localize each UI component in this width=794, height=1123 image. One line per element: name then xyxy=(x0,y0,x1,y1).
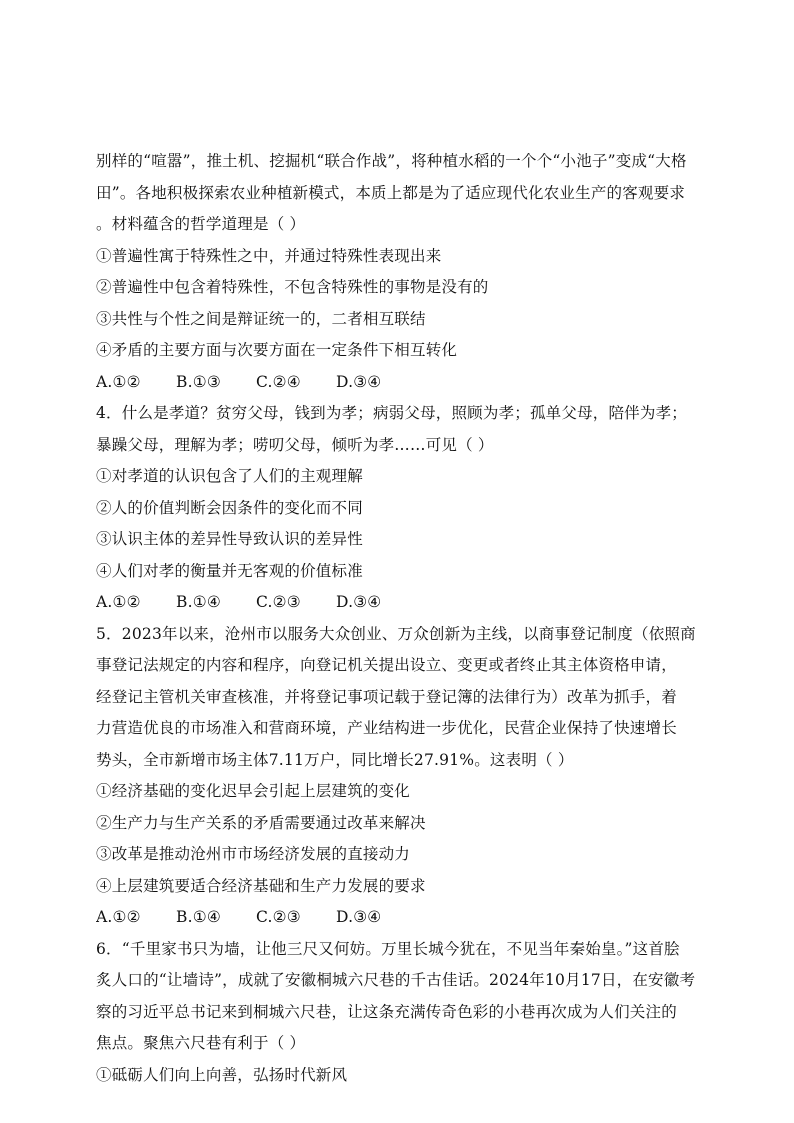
question-stem-line: 力营造优良的市场准入和营商环境，产业结构进一步优化，民营企业保持了快速增长 xyxy=(96,719,677,737)
question-stem-line: 4．什么是孝道？贫穷父母，钱到为孝；病弱父母，照顾为孝；孤单父母，陪伴为孝； xyxy=(96,404,687,422)
question-6 xyxy=(96,934,702,1092)
question-stem-line: 暴躁父母，理解为孝；唠叨父母，倾听为孝……可见（ ） xyxy=(96,435,494,454)
option-statement: ①砥砺人们向上向善，弘扬时代新风 xyxy=(96,1065,348,1084)
option-statement: ④人们对孝的衡量并无客观的价值标准 xyxy=(96,561,363,580)
question-stem-line: 察的习近平总书记来到桐城六尺巷，让这条充满传奇色彩的小巷再次成为人们关注的 xyxy=(96,1002,677,1021)
option-statement: ②人的价值判断会因条件的变化而不同 xyxy=(96,498,363,517)
choice-d: D.③④ xyxy=(336,372,382,391)
choice-b: B.①③ xyxy=(176,372,221,391)
question-4 xyxy=(96,398,702,619)
question-stem-line: 6．“千里家书只为墙，让他三尺又何妨。万里长城今犹在，不见当年秦始皇。”这首脍 xyxy=(96,939,680,958)
question-stem-line: 。材料蕴含的哲学道理是（ ） xyxy=(96,215,306,233)
option-statement: ③共性与个性之间是辩证统一的，二者相互联结 xyxy=(96,309,426,328)
choice-d: D.③④ xyxy=(336,908,382,926)
choice-a: A.①② xyxy=(96,593,141,611)
answer-choices xyxy=(96,902,702,934)
question-3 xyxy=(96,146,702,398)
choice-c: C.②③ xyxy=(256,908,301,926)
question-stem-line: 炙人口的“让墙诗”，成就了安徽桐城六尺巷的千古佳话。2024年10月17日，在安徽考 xyxy=(96,971,696,989)
question-stem-line: 事登记法规定的内容和程序，向登记机关提出设立、变更或者终止其主体资格申请， xyxy=(96,656,677,674)
option-statement: ②普遍性中包含着特殊性，不包含特殊性的事物是没有的 xyxy=(96,278,489,296)
choice-b: B.①④ xyxy=(176,593,221,611)
question-stem-line: 经登记主管机关审查核准，并将登记事项记载于登记簿的法律行为）改革为抓手，着 xyxy=(96,687,677,706)
question-5 xyxy=(96,619,702,934)
option-statement: ③改革是推动沧州市市场经济发展的直接动力 xyxy=(96,845,411,863)
option-statement: ①对孝道的认识包含了人们的主观理解 xyxy=(96,467,363,485)
question-stem-line: 别样的“喧嚣”，推土机、挖掘机“联合作战”，将种植水稻的一个个“小池子”变成“大格 xyxy=(96,152,687,170)
document-page xyxy=(96,146,702,1091)
choice-a: A.①② xyxy=(96,908,141,926)
option-statement: ④矛盾的主要方面与次要方面在一定条件下相互转化 xyxy=(96,341,458,359)
question-stem-line: 5．2023年以来，沧州市以服务大众创业、万众创新为主线，以商事登记制度（依照商 xyxy=(96,624,696,643)
choice-c: C.②④ xyxy=(256,372,301,391)
choice-b: B.①④ xyxy=(176,908,221,926)
choice-a: A.①② xyxy=(96,372,141,391)
option-statement: ②生产力与生产关系的矛盾需要通过改革来解决 xyxy=(96,813,426,832)
answer-choices xyxy=(96,587,702,619)
answer-choices xyxy=(96,367,702,399)
choice-d: D.③④ xyxy=(336,593,382,611)
question-stem-line: 焦点。聚焦六尺巷有利于（ ） xyxy=(96,1034,306,1052)
option-statement: ④上层建筑要适合经济基础和生产力发展的要求 xyxy=(96,876,426,895)
question-stem-line: 田”。各地积极探索农业种植新模式，本质上都是为了适应现代化农业生产的客观要求 xyxy=(96,183,686,202)
option-statement: ①普遍性寓于特殊性之中，并通过特殊性表现出来 xyxy=(96,246,442,265)
option-statement: ③认识主体的差异性导致认识的差异性 xyxy=(96,530,363,548)
question-stem-line: 势头，全市新增市场主体7.11万户，同比增长27.91%。这表明（ ） xyxy=(96,750,574,769)
option-statement: ①经济基础的变化迟早会引起上层建筑的变化 xyxy=(96,782,411,800)
choice-c: C.②③ xyxy=(256,593,301,611)
